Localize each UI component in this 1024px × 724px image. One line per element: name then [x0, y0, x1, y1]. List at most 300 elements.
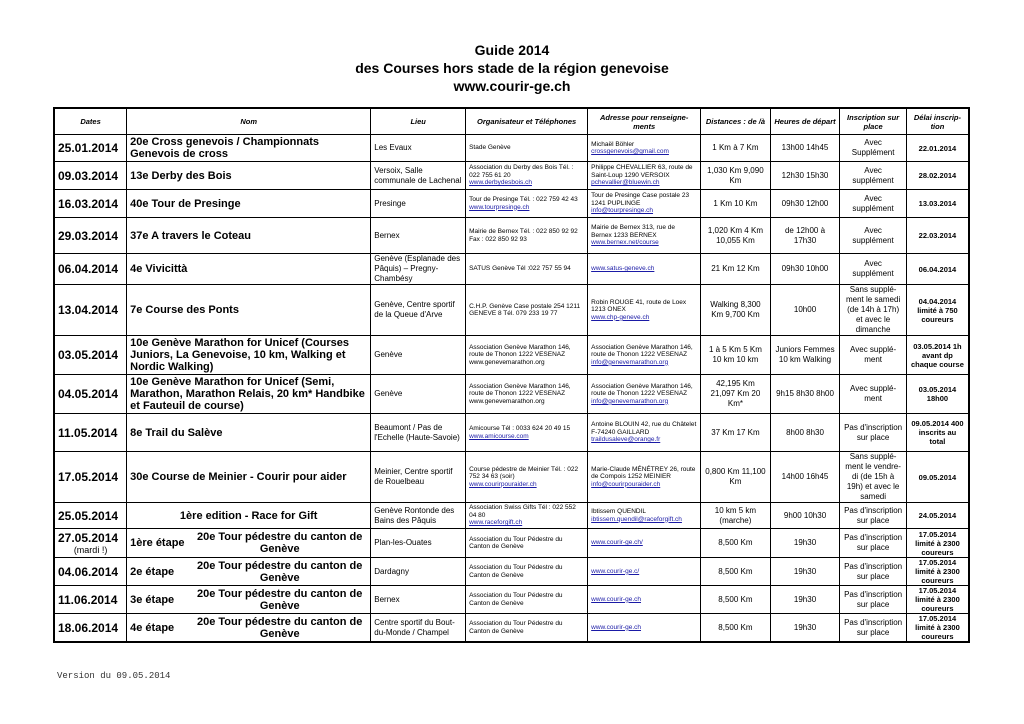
onsite-registration: Pas d'inscription sur place [844, 533, 903, 552]
deadline-cell [906, 452, 969, 503]
race-location: Meinier, Centre sportif de Rouelbeau [374, 467, 453, 486]
race-distances: Walking 8,300 Km 9,700 Km [710, 300, 761, 319]
name-cell [127, 414, 371, 452]
start-time-cell [770, 162, 840, 190]
organizer-link[interactable]: www.amicourse.com [469, 432, 529, 440]
location-cell [371, 135, 466, 162]
deadline-cell [906, 162, 969, 190]
date-cell [54, 529, 127, 558]
registration-deadline: 13.03.2014 [918, 199, 957, 208]
contact-link[interactable]: pchevallier@bluewin.ch [591, 179, 660, 187]
registration-deadline: 04.04.2014 limité à 750 coureurs [917, 296, 958, 324]
organizer-cell [466, 254, 588, 285]
deadline-cell [906, 503, 969, 529]
date-note: (mardi !) [73, 545, 108, 555]
contact-link[interactable]: www.chp-geneve.ch [591, 313, 650, 321]
race-location: Genève [374, 350, 403, 359]
stage-wrapper [130, 616, 367, 640]
table-row [54, 375, 969, 414]
organizer-text: Association du Tour Pédestre du Canton de Genève [469, 592, 563, 607]
table-row [54, 190, 969, 218]
contact-cell [588, 558, 701, 586]
onsite-registration: Sans supplé-ment le vendre-di (de 15h à 19h) et avec le samedi [845, 452, 901, 501]
contact-link[interactable]: www.courir-ge.ch [591, 595, 641, 603]
date-cell [54, 503, 127, 529]
contact-address: Marie-Claude MÉNÉTREY 26, route de Compois 1252 MEINIER [591, 465, 696, 481]
race-date: 18.06.2014 [58, 620, 119, 635]
race-distances: 21 Km 12 Km [711, 264, 760, 273]
race-name: 7e Course des Ponts [130, 304, 239, 316]
organizer-text: C.H.P. Genève Case postale 254 1211 GENEVE 8 Tél. 079 233 19 77 [469, 302, 581, 317]
col-header: Inscription sur place [840, 108, 907, 135]
race-name: 8e Trail du Salève [130, 426, 223, 439]
location-cell [371, 336, 466, 375]
date-cell [54, 614, 127, 643]
table-row [54, 162, 969, 190]
name-cell [127, 452, 371, 503]
name-cell [127, 586, 371, 614]
location-cell [371, 162, 466, 190]
race-date: 25.01.2014 [58, 141, 119, 155]
contact-address: Ibtissem QUENDIL [591, 508, 647, 515]
organizer-link[interactable]: www.courirpouraider.ch [469, 480, 537, 488]
registration-deadline: 09.05.2014 [918, 472, 957, 482]
table-row [54, 135, 969, 162]
distance-cell [701, 218, 771, 254]
table-row [54, 586, 969, 614]
race-location: Bernex [374, 594, 400, 604]
col-header: Dates [54, 108, 127, 135]
race-name: 1ère edition - Race for Gift [179, 509, 318, 522]
name-cell [127, 162, 371, 190]
deadline-cell [906, 218, 969, 254]
organizer-cell [466, 558, 588, 586]
name-cell [127, 135, 371, 162]
contact-cell [588, 285, 701, 336]
stage-label: 1ère étape [130, 537, 185, 549]
start-time-cell [770, 254, 840, 285]
location-cell [371, 558, 466, 586]
location-cell [371, 614, 466, 643]
deadline-cell [906, 375, 969, 414]
races-table [53, 107, 970, 643]
table-row [54, 614, 969, 643]
registration-deadline: 03.05.2014 1h avant dp chaque course [910, 341, 964, 369]
registration-cell [840, 452, 907, 503]
deadline-cell [906, 558, 969, 586]
date-cell [54, 452, 127, 503]
distance-cell [701, 614, 771, 643]
race-location: Genève (Esplanade des Pâquis) – Pregny-Chambésy [374, 254, 461, 283]
distance-cell [701, 162, 771, 190]
registration-cell [840, 414, 907, 452]
start-times: Juniors Femmes 10 km Walking [775, 345, 835, 364]
race-location: Beaumont / Pas de l'Echelle (Haute-Savoie) [374, 422, 460, 442]
deadline-cell [906, 586, 969, 614]
deadline-cell [906, 285, 969, 336]
contact-link[interactable]: www.courir-ge.ch/ [591, 539, 643, 547]
start-time-cell [770, 503, 840, 529]
location-cell [371, 190, 466, 218]
organizer-link[interactable]: www.derbydesbois.ch [469, 179, 532, 187]
deadline-cell [906, 336, 969, 375]
start-time-cell [770, 190, 840, 218]
contact-link[interactable]: www.bernex.net/course [591, 239, 659, 247]
start-time-cell [770, 336, 840, 375]
registration-deadline: 24.05.2014 [918, 511, 957, 520]
race-date: 13.04.2014 [58, 303, 119, 317]
race-location: Bernex [374, 230, 400, 240]
organizer-cell [466, 375, 588, 414]
distance-cell [701, 503, 771, 529]
organizer-cell [466, 414, 588, 452]
contact-cell [588, 614, 701, 643]
registration-deadline: 06.04.2014 [918, 264, 957, 274]
race-distances: 1 Km 10 Km [713, 198, 758, 208]
distance-cell [701, 254, 771, 285]
name-cell [127, 254, 371, 285]
race-date: 11.05.2014 [58, 425, 118, 440]
start-times: 19h30 [793, 622, 817, 632]
registration-cell [840, 162, 907, 190]
name-cell [127, 558, 371, 586]
start-times: 9h00 10h30 [783, 510, 827, 520]
registration-cell [840, 558, 907, 586]
start-time-cell [770, 452, 840, 503]
date-cell [54, 218, 127, 254]
contact-address: Mairie de Bernex 313, rue de Bernex 1233 BERNEX [591, 224, 675, 239]
contact-address: Tour de Presinge Case postale 23 1241 PUPLINGE [591, 192, 690, 207]
registration-cell [840, 336, 907, 375]
name-cell [127, 375, 371, 414]
organizer-cell [466, 218, 588, 254]
location-cell [371, 503, 466, 529]
date-cell [54, 414, 127, 452]
organizer-link[interactable]: www.tourpresinge.ch [469, 203, 530, 211]
organizer-text: Association du Tour Pédestre du Canton de Genève [469, 535, 563, 550]
race-date: 16.03.2014 [58, 196, 119, 211]
race-name: 20e Tour pédestre du canton de Genève [196, 531, 363, 555]
location-cell [371, 529, 466, 558]
race-name: 20e Tour pédestre du canton de Genève [196, 587, 363, 612]
race-date: 04.05.2014 [58, 387, 119, 401]
organizer-cell [466, 190, 588, 218]
organizer-text: Association Swiss Gifts Tél : 022 552 04 80 [469, 504, 576, 519]
organizer-text: Amicourse Tél : 0033 624 20 49 15 [469, 425, 571, 432]
registration-deadline: 22.01.2014 [918, 143, 957, 153]
contact-cell [588, 452, 701, 503]
contact-address: Association Genève Marathon 146, route de Thonon 1222 VESENAZ [591, 382, 693, 398]
race-location: Plan-les-Ouates [374, 538, 432, 547]
table-row [54, 218, 969, 254]
race-distances: 42,195 Km 21,097 Km 20 Km* [710, 379, 761, 408]
location-cell [371, 414, 466, 452]
deadline-cell [906, 254, 969, 285]
date-cell [54, 375, 127, 414]
registration-cell [840, 375, 907, 414]
registration-cell [840, 529, 907, 558]
organizer-cell [466, 336, 588, 375]
race-distances: 1 Km à 7 Km [712, 143, 759, 152]
organizer-text: Mairie de Bernex Tél. : 022 850 92 92 Fax : 022 850 92 93 [469, 228, 578, 243]
col-header: Délai inscrip-tion [906, 108, 969, 135]
name-cell [127, 218, 371, 254]
stage-wrapper [130, 588, 367, 612]
table-header-row [54, 108, 969, 135]
start-time-cell [770, 375, 840, 414]
deadline-cell [906, 135, 969, 162]
organizer-cell [466, 586, 588, 614]
distance-cell [701, 135, 771, 162]
col-header: Distances : de /à [701, 108, 771, 135]
distance-cell [701, 336, 771, 375]
contact-cell [588, 375, 701, 414]
distance-cell [701, 558, 771, 586]
race-location: Genève, Centre sportif de la Queue d'Arve [374, 300, 455, 319]
race-location: Genève [374, 389, 403, 398]
date-cell [54, 254, 127, 285]
race-distances: 1 à 5 Km 5 Km 10 km 10 km [708, 345, 762, 364]
contact-cell [588, 414, 701, 452]
location-cell [371, 375, 466, 414]
contact-link[interactable]: traildusaleve@orange.fr [591, 436, 661, 444]
registration-cell [840, 218, 907, 254]
start-time-cell [770, 586, 840, 614]
doc-title: Guide 2014 [474, 42, 550, 58]
registration-deadline: 17.05.2014 limité à 2300 coureurs [915, 586, 960, 613]
name-cell [127, 503, 371, 529]
race-distances: 8,500 Km [718, 622, 753, 632]
location-cell [371, 285, 466, 336]
distance-cell [701, 586, 771, 614]
race-distances: 1,020 Km 4 Km 10,055 Km [707, 225, 763, 245]
contact-cell [588, 586, 701, 614]
date-cell [54, 558, 127, 586]
contact-address: Robin ROUGE 41, route de Loex 1213 ONEX [591, 298, 687, 314]
race-distances: 8,500 Km [718, 566, 753, 576]
version-footer: Version du 09.05.2014 [57, 671, 171, 681]
table-row [54, 285, 969, 336]
deadline-cell [906, 614, 969, 643]
distance-cell [701, 375, 771, 414]
onsite-registration: Avec supplément [852, 193, 894, 213]
contact-link[interactable]: info@genevemarathon.org [591, 397, 669, 405]
date-cell [54, 586, 127, 614]
start-times: 19h30 [793, 594, 817, 604]
table-row [54, 336, 969, 375]
onsite-registration: Pas d'inscription sur place [844, 589, 903, 609]
onsite-registration: Avec supplé-ment [850, 384, 897, 403]
registration-deadline: 17.05.2014 limité à 2300 coureurs [915, 558, 960, 585]
registration-deadline: 22.03.2014 [918, 231, 957, 240]
location-cell [371, 452, 466, 503]
race-name: 37e A travers le Coteau [130, 229, 251, 242]
race-location: Presinge [374, 198, 406, 208]
race-date: 29.03.2014 [58, 228, 119, 243]
organizer-text: SATUS Genève Tél :022 757 55 94 [469, 265, 571, 273]
organizer-cell [466, 285, 588, 336]
table-row [54, 558, 969, 586]
deadline-cell [906, 190, 969, 218]
start-times: 13h00 14h45 [781, 143, 829, 152]
contact-address: Association Genève Marathon 146, route de Thonon 1222 VESENAZ [591, 343, 693, 359]
race-name: 30e Course de Meinier - Courir pour aider [130, 471, 347, 483]
col-header: Heures de départ [770, 108, 840, 135]
organizer-cell [466, 452, 588, 503]
race-date: 17.05.2014 [58, 470, 119, 484]
date-cell [54, 135, 127, 162]
race-location: Les Evaux [374, 143, 412, 152]
deadline-cell [906, 529, 969, 558]
table-row [54, 503, 969, 529]
start-times: 09h30 12h00 [781, 198, 829, 208]
race-date: 03.05.2014 [58, 348, 119, 362]
date-cell [54, 285, 127, 336]
race-location: Centre sportif du Bout-du-Monde / Champel [374, 617, 455, 637]
contact-cell [588, 503, 701, 529]
start-times: 19h30 [793, 538, 817, 547]
name-cell [127, 614, 371, 643]
contact-link[interactable]: ibtissem.quendil@raceforgift.ch [591, 515, 682, 523]
name-cell [127, 336, 371, 375]
start-time-cell [770, 558, 840, 586]
registration-deadline: 17.05.2014 limité à 2300 coureurs [915, 529, 960, 557]
start-times: 12h30 15h30 [781, 170, 829, 180]
stage-wrapper [130, 560, 367, 584]
name-cell [127, 285, 371, 336]
stage-label: 2e étape [130, 565, 175, 578]
start-time-cell [770, 285, 840, 336]
stage-label: 3e étape [130, 593, 175, 606]
race-location: Genève Rontonde des Bains des Pâquis [374, 505, 455, 525]
name-cell [127, 529, 371, 558]
organizer-text: Association du Tour Pédestre du Canton de Genève [469, 564, 563, 579]
registration-cell [840, 190, 907, 218]
organizer-text: Course pédestre de Meinier Tél. : 022 752 34 63 (soir) [469, 465, 579, 481]
race-name: 4e Vivicittà [130, 263, 188, 275]
registration-cell [840, 614, 907, 643]
contact-address: Antoine BLOUIN 42, rue du Châtelet F-74240 GAILLARD [591, 421, 697, 436]
location-cell [371, 586, 466, 614]
organizer-cell [466, 614, 588, 643]
distance-cell [701, 285, 771, 336]
onsite-registration: Avec supplé-ment [850, 345, 897, 364]
onsite-registration: Avec Supplément [851, 138, 895, 157]
race-date: 25.05.2014 [58, 508, 119, 523]
stage-label: 4e étape [130, 621, 175, 634]
race-name: 20e Tour pédestre du canton de Genève [196, 559, 363, 584]
race-date: 09.03.2014 [58, 168, 119, 183]
organizer-cell [466, 162, 588, 190]
start-times: 8h00 8h30 [786, 427, 824, 437]
contact-link[interactable]: info@genevemarathon.org [591, 358, 669, 366]
start-time-cell [770, 135, 840, 162]
location-cell [371, 254, 466, 285]
start-times: 9h15 8h30 8h00 [776, 389, 834, 398]
name-cell [127, 190, 371, 218]
contact-cell [588, 254, 701, 285]
onsite-registration: Sans supplé-ment le samedi (de 14h à 17h) et avec le dimanche [845, 285, 901, 334]
date-cell [54, 162, 127, 190]
race-date: 06.04.2014 [58, 262, 119, 276]
table-row [54, 452, 969, 503]
race-name: 20e Tour pédestre du canton de Genève [196, 615, 363, 640]
contact-cell [588, 190, 701, 218]
registration-cell [840, 503, 907, 529]
organizer-link[interactable]: www.raceforgift.ch [469, 519, 523, 527]
contact-cell [588, 336, 701, 375]
organizer-text: Stade Genève [469, 144, 511, 152]
table-row [54, 414, 969, 452]
onsite-registration: Avec supplément [852, 165, 894, 185]
contact-cell [588, 135, 701, 162]
location-cell [371, 218, 466, 254]
registration-deadline: 28.02.2014 [918, 171, 957, 180]
distance-cell [701, 529, 771, 558]
date-cell [54, 336, 127, 375]
doc-website: www.courir-ge.ch [453, 78, 571, 94]
registration-cell [840, 135, 907, 162]
doc-subtitle: des Courses hors stade de la région genevoise [355, 60, 669, 76]
contact-address: Philippe CHEVALLIER 63, route de Saint-Loup 1290 VERSOIX [591, 164, 693, 179]
organizer-text: Association du Tour Pédestre du Canton de Genève [469, 620, 563, 635]
organizer-text: Association Genève Marathon 146, route de Thonon 1222 VESENAZ www.genevemarathon.org [469, 343, 571, 366]
start-time-cell [770, 414, 840, 452]
registration-cell [840, 586, 907, 614]
start-times: de 12h00 à 17h30 [784, 225, 826, 245]
contact-link[interactable]: www.courir-ge.ch [591, 623, 641, 631]
contact-link[interactable]: info@courirpouraider.ch [591, 480, 661, 488]
distance-cell [701, 190, 771, 218]
col-header: Nom [127, 108, 371, 135]
organizer-cell [466, 503, 588, 529]
start-time-cell [770, 614, 840, 643]
organizer-text: Tour de Presinge Tél. : 022 759 42 43 [469, 196, 578, 203]
registration-deadline: 09.05.2014 400 inscrits au total [911, 419, 964, 446]
contact-link[interactable]: crossgenevois@gmail.com [591, 148, 669, 155]
start-times: 19h30 [793, 566, 817, 576]
contact-link[interactable]: info@tourpresinge.ch [591, 207, 654, 215]
race-distances: 8,500 Km [718, 538, 753, 547]
contact-link[interactable]: www.courir-ge.c/ [591, 567, 640, 575]
race-name: 13e Derby des Bois [130, 169, 232, 182]
start-time-cell [770, 529, 840, 558]
distance-cell [701, 414, 771, 452]
race-date: 27.05.2014 [58, 531, 119, 545]
col-header: Adresse pour renseigne-ments [588, 108, 701, 135]
contact-address: Michaël Böhler [591, 140, 635, 148]
organizer-text: Association du Derby des Bois Tél. : 022 755 61 20 [469, 164, 574, 179]
registration-cell [840, 285, 907, 336]
contact-cell [588, 218, 701, 254]
organizer-cell [466, 529, 588, 558]
race-distances: 37 Km 17 Km [711, 427, 760, 437]
start-times: 10h00 [793, 305, 817, 314]
contact-cell [588, 162, 701, 190]
table-row [54, 529, 969, 558]
registration-deadline: 03.05.2014 18h00 [918, 385, 957, 403]
date-cell [54, 190, 127, 218]
start-times: 09h30 10h00 [781, 264, 829, 273]
stage-wrapper [130, 531, 367, 555]
col-header: Organisateur et Téléphones [466, 108, 588, 135]
race-distances: 0,800 Km 11,100 Km [705, 467, 766, 486]
contact-link[interactable]: www.satus-geneve.ch [591, 265, 655, 273]
registration-deadline: 17.05.2014 limité à 2300 coureurs [915, 614, 960, 641]
registration-cell [840, 254, 907, 285]
race-name: 40e Tour de Presinge [130, 197, 241, 210]
start-time-cell [770, 218, 840, 254]
